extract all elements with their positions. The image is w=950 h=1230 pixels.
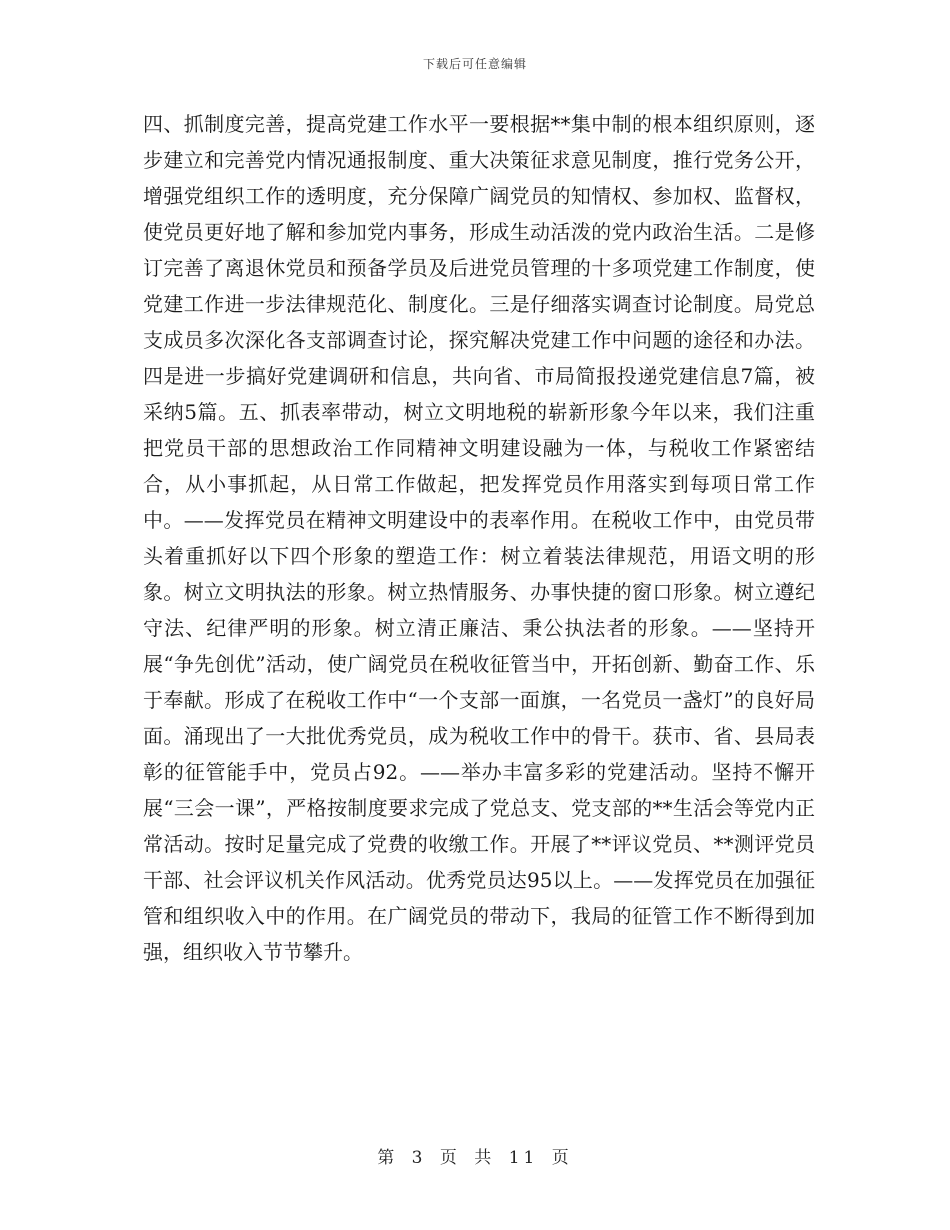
page-number: 第 3 页 共 11 页 xyxy=(377,1148,573,1168)
body-paragraph: 四、抓制度完善，提高党建工作水平一要根据**集中制的根本组织原则，逐步建立和完善党内情况通报制度、重大决策征求意见制度，推行党务公开，增强党组织工作的透明度，充分保障广阔党员的知情权、参加权、监督权，使党员更好地了解和参加党内事务，形成生动活泼的党内政治生活。二是修订完善了离退休党员和预备学员及后进党员管理的十多项党建工作制度，使党建工作进一步法律规范化、制度化。三是仔细落实调查讨论制度。局党总支成员多次深化各支部调查讨论，探究解决党建工作中问题的途径和办法。四是进一步搞好党建调研和信息，共向省、市局简报投递党建信息7篇，被采纳5篇。五、抓表率带动，树立文明地税的崭新形象今年以来，我们注重把党员干部的思想政治工作同精神文明建设融为一体，与税收工作紧密结合，从小事抓起，从日常工作做起，把发挥党员作用落实到每项日常工作中。——发挥党员在精神文明建设中的表率作用。在税收工作中，由党员带头着重抓好以下四个形象的塑造工作：树立着装法律规范，用语文明的形象。树立文明执法的形象。树立热情服务、办事快捷的窗口形象。树立遵纪守法、纪律严明的形象。树立清正廉洁、秉公执法者的形象。——坚持开展“争先创优”活动，使广阔党员在税收征管当中，开拓创新、勤奋工作、乐于奉献。形成了在税收工作中“一个支部一面旗，一名党员一盏灯”的良好局面。涌现出了一大批优秀党员，成为税收工作中的骨干。获市、省、县局表彰的征管能手中，党员占92。——举办丰富多彩的党建活动。坚持不懈开展“三会一课”，严格按制度要求完成了党总支、党支部的**生活会等党内正常活动。按时足量完成了党费的收缴工作。开展了**评议党员、**测评党员干部、社会评议机关作风活动。优秀党员达95以上。——发挥党员在加强征管和组织收入中的作用。在广阔党员的带动下，我局的征管工作不断得到加强，组织收入节节攀升。 xyxy=(143,112,815,964)
document-body xyxy=(143,106,815,970)
page-header: 下载后可任意编辑 xyxy=(422,57,527,71)
